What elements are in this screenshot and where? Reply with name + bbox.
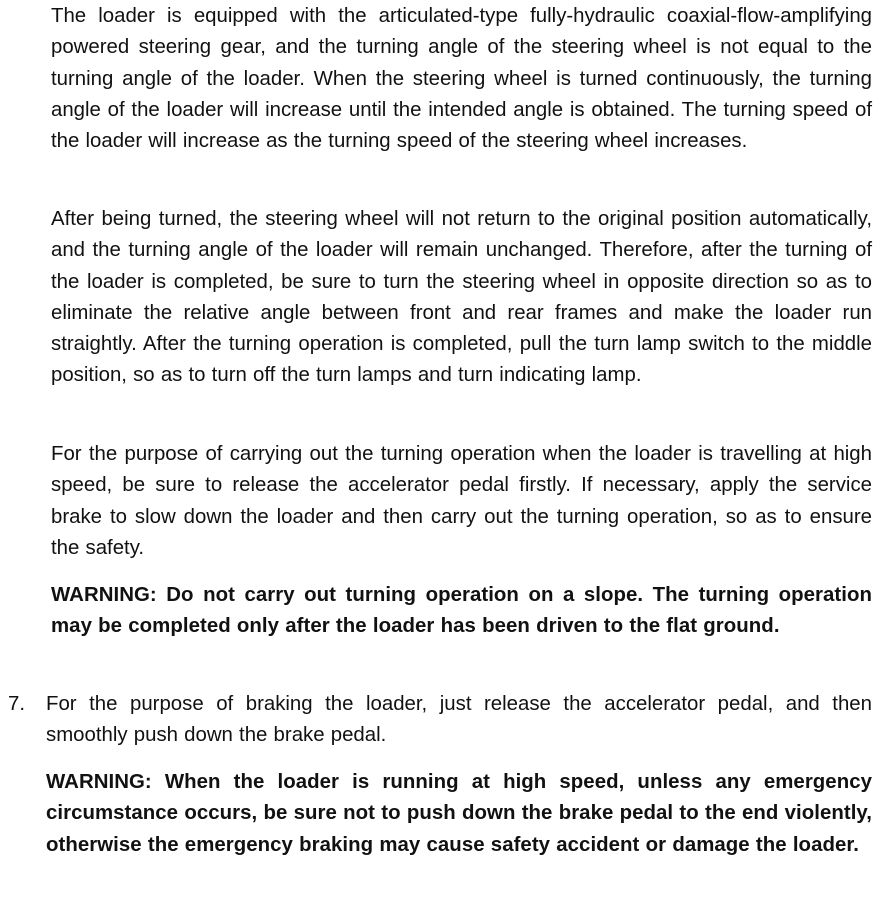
paragraph-steering-return: After being turned, the steering wheel will not return to the original position automatically, and the turning angle of the loader will remain unchanged. Therefore, after the turning of the loader is completed, be sure to turn the steering wheel in opposite direction so as to eliminate the relative angle between front and rear frames and make the loader run straightly. After the turning operation is completed, pull the turn lamp switch to the middle position, so as to turn off the turn lamps and turn indicating lamp.	[51, 208, 872, 387]
paragraph-high-speed-turning: For the purpose of carrying out the turning operation when the loader is travelling at high speed, be sure to release the accelerator pedal firstly. If necessary, apply the service brake to slow down the loader and then carry out the turning operation, so as to ensure the safety.	[51, 443, 872, 559]
list-item-number: 7.	[8, 693, 26, 715]
warning-braking: WARNING: When the loader is running at high speed, unless any emergency circumstance occurs, be sure not to push down the brake pedal to the end violently, otherwise the emergency braking may cause safety accident or damage the loader.	[46, 771, 872, 856]
list-item-braking-text: For the purpose of braking the loader, just release the accelerator pedal, and then smoothly push down the brake pedal.	[46, 693, 872, 747]
paragraph-steering-gear: The loader is equipped with the articulated-type fully-hydraulic coaxial-flow-amplifying powered steering gear, and the turning angle of the steering wheel is not equal to the turning angle of the loader. When the steering wheel is turned continuously, the turning angle of the loader will increase until the intended angle is obtained. The turning speed of the loader will increase as the turning speed of the steering wheel increases.	[51, 5, 872, 153]
warning-slope-turning: WARNING: Do not carry out turning operation on a slope. The turning operation may be completed only after the loader has been driven to the flat ground.	[51, 584, 872, 638]
